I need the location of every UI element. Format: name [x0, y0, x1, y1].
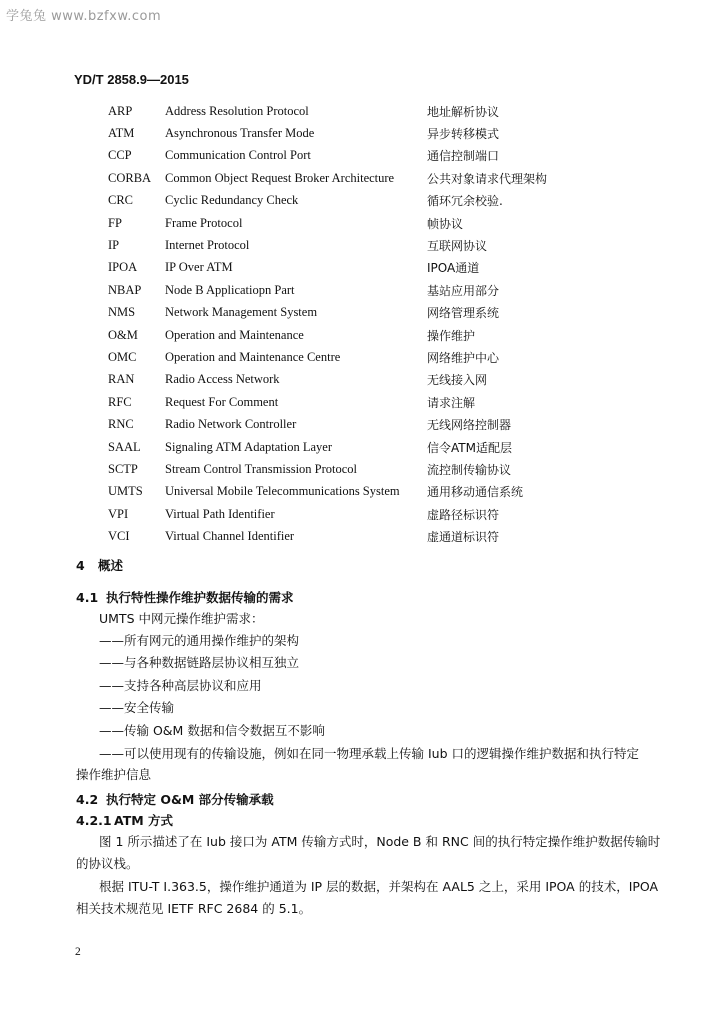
abbreviation-chinese: IPOA通道 [427, 261, 480, 276]
abbreviation-chinese: 操作维护 [427, 328, 476, 343]
abbreviation-row [108, 525, 547, 547]
requirement-item: ——传输 O&M 数据和信令数据互不影响 [99, 723, 325, 738]
requirement-item-last-line2: 操作维护信息 [76, 767, 152, 782]
requirement-item: ——安全传输 [99, 700, 175, 715]
abbreviation-chinese: 信令ATM适配层 [427, 440, 512, 455]
abbreviation-row [108, 302, 547, 324]
abbreviation-chinese: 基站应用部分 [427, 283, 500, 298]
requirement-item: ——与各种数据链路层协议相互独立 [99, 655, 300, 670]
abbreviation-row [108, 391, 547, 413]
abbreviation-row [108, 413, 547, 435]
abbreviation-term: NBAP [108, 282, 142, 297]
abbreviation-table [108, 100, 547, 548]
section-4-heading [76, 556, 123, 574]
abbreviation-term: RNC [108, 417, 134, 432]
abbreviation-row [108, 503, 547, 525]
page-number: 2 [75, 946, 81, 958]
section-number: 4.2 [76, 792, 99, 807]
abbreviation-chinese: 互联网协议 [427, 239, 488, 254]
abbreviation-row [108, 481, 547, 503]
abbreviation-term: IP [108, 238, 120, 253]
abbreviation-term: OMC [108, 349, 137, 364]
abbreviation-chinese: 帧协议 [427, 216, 464, 231]
section-number: 4.1 [76, 590, 99, 605]
section-title: ATM 方式 [114, 813, 174, 828]
abbreviation-term: CRC [108, 193, 134, 208]
abbreviation-term: VCI [108, 529, 130, 544]
abbreviation-row [108, 100, 547, 122]
abbreviation-row [108, 212, 547, 234]
abbreviation-term: ATM [108, 126, 135, 141]
abbreviation-chinese: 无线网络控制器 [427, 418, 512, 433]
abbreviation-english: Radio Access Network [165, 372, 280, 387]
requirements-intro: UMTS 中网元操作维护需求： [99, 611, 264, 626]
abbreviation-english: Radio Network Controller [165, 417, 297, 432]
abbreviation-term: FP [108, 215, 122, 230]
abbreviation-term: SCTP [108, 461, 138, 476]
abbreviation-row [108, 145, 547, 167]
abbreviation-chinese: 地址解析协议 [427, 104, 500, 119]
paragraph-2-line2: 相关技术规范见 IETF RFC 2684 的 5.1。 [76, 901, 312, 916]
section-number: 4 [76, 558, 85, 573]
abbreviation-chinese: 虚通道标识符 [427, 530, 500, 545]
abbreviation-english: Address Resolution Protocol [165, 103, 309, 118]
requirement-item-last-line1: ——可以使用现有的传输设施，例如在同一物理承载上传输 Iub 口的逻辑操作维护数据和执行特定 [99, 746, 639, 761]
abbreviation-term: SAAL [108, 439, 141, 454]
standard-code-header: YD/T 2858.9—2015 [74, 72, 189, 87]
abbreviation-english: IP Over ATM [165, 260, 233, 275]
abbreviation-english: Request For Comment [165, 394, 279, 409]
abbreviation-term: RAN [108, 372, 135, 387]
abbreviation-row [108, 257, 547, 279]
abbreviation-term: CORBA [108, 170, 152, 185]
paragraph-2-line1: 根据 ITU-T I.363.5，操作维护通道为 IP 层的数据，并架构在 AAL5 之上，采用 IPOA 的技术，IPOA [99, 879, 659, 894]
abbreviation-term: NMS [108, 305, 136, 320]
abbreviation-chinese: 循环冗余校验. [427, 194, 503, 209]
abbreviation-term: RFC [108, 394, 132, 409]
paragraph-1-line2: 的协议栈。 [76, 856, 139, 871]
abbreviation-chinese: 无线接入网 [427, 373, 488, 388]
abbreviation-row [108, 167, 547, 189]
abbreviation-chinese: 请求注解 [427, 395, 476, 410]
section-4-1-heading [76, 588, 294, 606]
requirement-item: ——支持各种高层协议和应用 [99, 678, 262, 693]
section-4-2-1-heading [76, 811, 173, 829]
abbreviation-term: O&M [108, 327, 138, 342]
abbreviation-english: Virtual Channel Identifier [165, 529, 295, 544]
section-4-2-heading [76, 790, 274, 808]
abbreviation-english: Operation and Maintenance [165, 327, 304, 342]
abbreviation-row [108, 122, 547, 144]
abbreviation-row [108, 324, 547, 346]
abbreviation-term: VPI [108, 506, 129, 521]
abbreviation-term: UMTS [108, 484, 143, 499]
section-title: 执行特定 O&M 部分传输承载 [106, 792, 274, 807]
abbreviation-english: Network Management System [165, 305, 318, 320]
abbreviation-english: Universal Mobile Telecommunications System [165, 484, 400, 499]
watermark-text: 学兔兔 www.bzfxw.com [6, 9, 162, 24]
abbreviation-english: Internet Protocol [165, 238, 250, 253]
abbreviation-chinese: 网络维护中心 [427, 350, 500, 365]
abbreviation-english: Virtual Path Identifier [165, 506, 275, 521]
section-number: 4.2.1 [76, 813, 112, 828]
abbreviation-chinese: 流控制传输协议 [427, 462, 512, 477]
abbreviation-english: Node B Applicatiopn Part [165, 282, 295, 297]
abbreviation-row [108, 369, 547, 391]
section-title: 概述 [98, 558, 124, 573]
abbreviation-english: Operation and Maintenance Centre [165, 349, 341, 364]
abbreviation-english: Cyclic Redundancy Check [165, 193, 299, 208]
abbreviation-english: Frame Protocol [165, 215, 243, 230]
abbreviation-row [108, 234, 547, 256]
abbreviation-term: IPOA [108, 260, 138, 275]
abbreviation-english: Common Object Request Broker Architecture [165, 170, 395, 185]
abbreviation-chinese: 网络管理系统 [427, 306, 500, 321]
section-title: 执行特性操作维护数据传输的需求 [106, 590, 294, 605]
abbreviation-english: Asynchronous Transfer Mode [165, 126, 315, 141]
paragraph-1-line1: 图 1 所示描述了在 Iub 接口为 ATM 传输方式时，Node B 和 RNC 间的执行特定操作维护数据传输时 [99, 834, 661, 849]
abbreviation-chinese: 公共对象请求代理架构 [427, 171, 548, 186]
abbreviation-english: Signaling ATM Adaptation Layer [165, 439, 332, 454]
abbreviation-row [108, 346, 547, 368]
abbreviation-term: CCP [108, 148, 132, 163]
abbreviation-row [108, 436, 547, 458]
abbreviation-chinese: 异步转移模式 [427, 127, 500, 142]
abbreviation-english: Stream Control Transmission Protocol [165, 461, 358, 476]
requirement-item: ——所有网元的通用操作维护的架构 [99, 633, 300, 648]
abbreviation-chinese: 虚路径标识符 [427, 507, 500, 522]
abbreviation-chinese: 通信控制端口 [427, 149, 500, 164]
abbreviation-row [108, 458, 547, 480]
abbreviation-row [108, 279, 547, 301]
abbreviation-chinese: 通用移动通信系统 [427, 485, 524, 500]
abbreviation-english: Communication Control Port [165, 148, 311, 163]
abbreviation-row [108, 190, 547, 212]
abbreviation-term: ARP [108, 103, 133, 118]
